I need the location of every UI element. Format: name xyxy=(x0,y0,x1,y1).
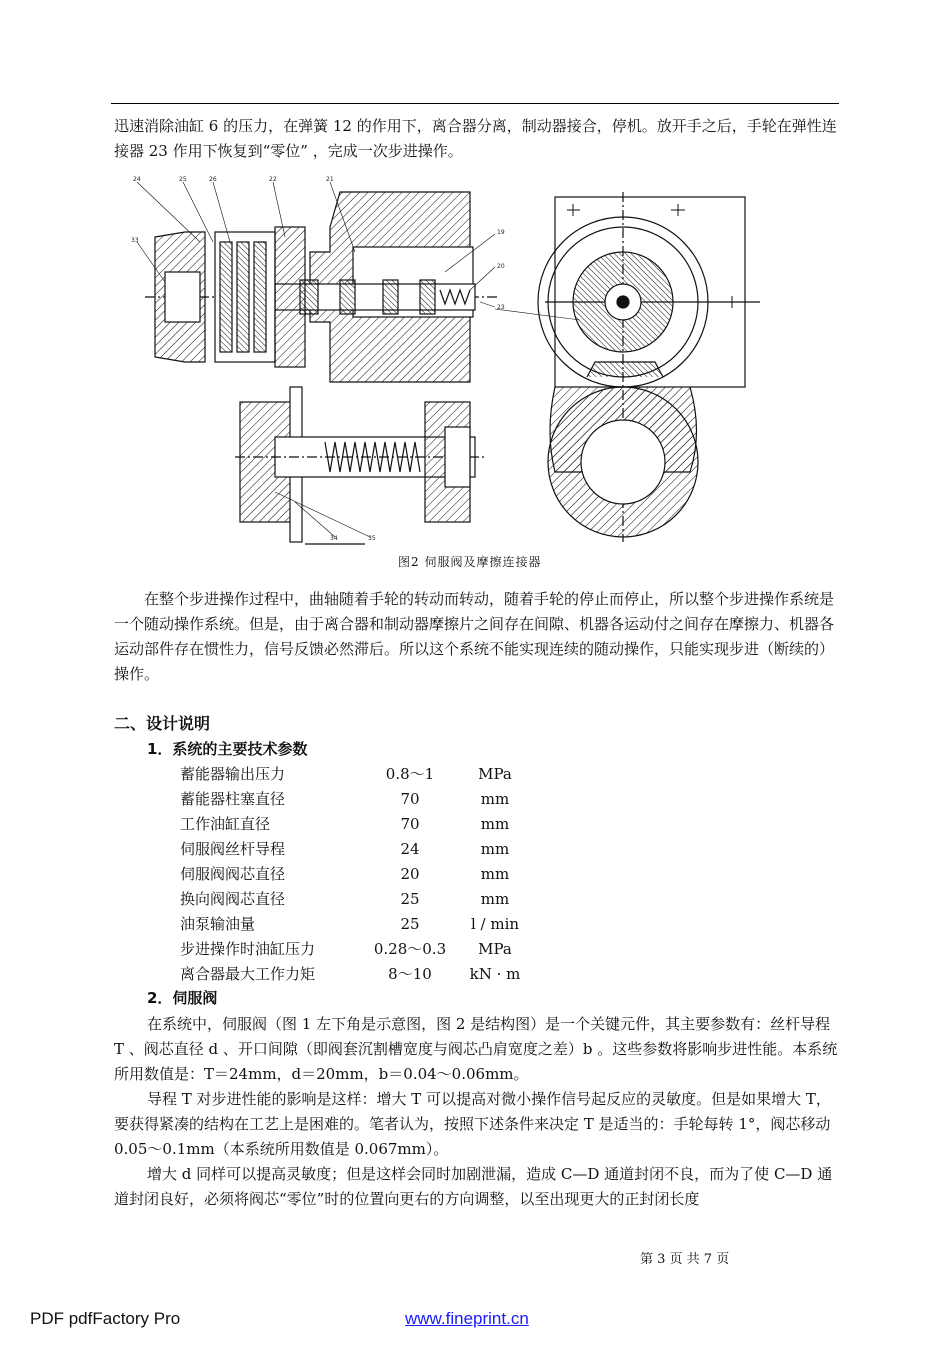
table-row xyxy=(180,812,540,837)
servo-paragraph-2: 导程 T 对步进性能的影响是这样：增大 T 可以提高对微小操作信号起反应的灵敏度。但是如果增大 T，要获得紧凑的结构在工艺上是困难的。笔者认为，按照下述条件来决定 T 是适当的：手轮每转 1°，阀芯移动 0.05～0.1mm（本系统所用数值是 0.067mm）。 xyxy=(114,1090,831,1158)
table-row xyxy=(180,962,540,987)
parameter-table xyxy=(180,762,540,987)
param-value: 25 xyxy=(400,915,420,933)
param-unit: MPa xyxy=(478,940,512,958)
callout-34: 34 xyxy=(330,535,338,542)
table-row xyxy=(180,762,540,787)
param-name: 工作油缸直径 xyxy=(180,815,271,833)
subsection-heading-servo: 2．伺服阀 xyxy=(147,989,218,1007)
param-value: 70 xyxy=(400,815,420,833)
param-name: 换向阀阀芯直径 xyxy=(180,890,286,908)
param-name: 蓄能器柱塞直径 xyxy=(180,790,286,808)
table-row xyxy=(180,862,540,887)
table-row xyxy=(180,937,540,962)
param-name: 步进操作时油缸压力 xyxy=(180,940,316,958)
param-name: 伺服阀丝杆导程 xyxy=(180,840,286,858)
servo-valve-figure xyxy=(125,172,765,556)
servo-paragraph-1: 在系统中，伺服阀（图 1 左下角是示意图，图 2 是结构图）是一个关键元件，其主要参数有：丝杆导程 T 、阀芯直径 d 、开口间隙（即阀套沉割槽宽度与阀芯凸肩宽度之差）b 。这些参数将影响步进性能。本系统所用数值是：T＝24mm，d＝20mm，b＝0.04～0.06mm。 xyxy=(114,1015,838,1083)
front-view xyxy=(538,192,760,542)
footer-link[interactable]: www.fineprint.cn xyxy=(405,1309,529,1328)
table-row xyxy=(180,887,540,912)
table-row xyxy=(180,787,540,812)
param-unit: mm xyxy=(480,865,510,883)
param-name: 油泵输油量 xyxy=(180,915,256,933)
header-rule xyxy=(111,103,839,104)
servo-paragraph-3: 增大 d 同样可以提高灵敏度；但是这样会同时加剧泄漏，造成 C—D 通道封闭不良，而为了使 C—D 通道封闭良好，必须将阀芯“零位”时的位置向更右的方向调整，以至出现更大的正封闭长度 xyxy=(114,1165,833,1208)
callout-26: 26 xyxy=(209,176,217,183)
param-name: 蓄能器输出压力 xyxy=(180,765,286,783)
callout-25: 25 xyxy=(179,176,187,183)
param-unit: mm xyxy=(480,840,510,858)
callout-22: 22 xyxy=(269,176,277,183)
param-unit: mm xyxy=(480,790,510,808)
callout-21: 21 xyxy=(326,176,334,183)
body-paragraph: 在整个步进操作过程中，曲轴随着手轮的转动而转动，随着手轮的停止而停止，所以整个步进操作系统是一个随动操作系统。但是，由于离合器和制动器摩擦片之间存在间隙、机器各运动付之间存在摩擦力、机器各运动部件存在惯性力，信号反馈必然滞后。所以这个系统不能实现连续的随动操作，只能实现步进（断续的）操作。 xyxy=(114,590,835,683)
servo-valve-drawing xyxy=(125,172,765,552)
table-row xyxy=(180,837,540,862)
param-unit: MPa xyxy=(478,765,512,783)
param-name: 伺服阀阀芯直径 xyxy=(180,865,286,883)
callout-23: 23 xyxy=(497,304,505,311)
param-value: 24 xyxy=(400,840,420,858)
param-unit: mm xyxy=(480,890,510,908)
callout-19: 19 xyxy=(497,229,505,236)
param-value: 70 xyxy=(400,790,420,808)
param-unit: l / min xyxy=(470,915,520,933)
param-name: 离合器最大工作力矩 xyxy=(180,965,316,983)
param-unit: kN · m xyxy=(469,965,521,983)
intro-paragraph: 迅速消除油缸 6 的压力，在弹簧 12 的作用下，离合器分离，制动器接合，停机。放开手之后，手轮在弹性连接器 23 作用下恢复到“零位” ，完成一次步进操作。 xyxy=(114,117,837,160)
section-view xyxy=(145,192,500,544)
page-number: 第 3 页 共 7 页 xyxy=(640,1252,730,1267)
callout-35: 35 xyxy=(368,535,376,542)
callout-33: 33 xyxy=(131,237,139,244)
callout-20: 20 xyxy=(497,263,505,270)
callout-24: 24 xyxy=(133,176,141,183)
param-value: 0.8～1 xyxy=(385,765,435,783)
subsection-heading-params: 1．系统的主要技术参数 xyxy=(147,740,308,758)
param-value: 8～10 xyxy=(388,965,432,983)
param-value: 0.28～0.3 xyxy=(373,940,447,958)
figure-caption: 图2 伺服阀及摩擦连接器 xyxy=(398,555,542,569)
section-heading: 二、设计说明 xyxy=(114,714,211,733)
footer-pdffactory: PDF pdfFactory Pro xyxy=(30,1309,181,1328)
table-row xyxy=(180,912,540,937)
param-unit: mm xyxy=(480,815,510,833)
param-value: 20 xyxy=(400,865,420,883)
param-value: 25 xyxy=(400,890,420,908)
